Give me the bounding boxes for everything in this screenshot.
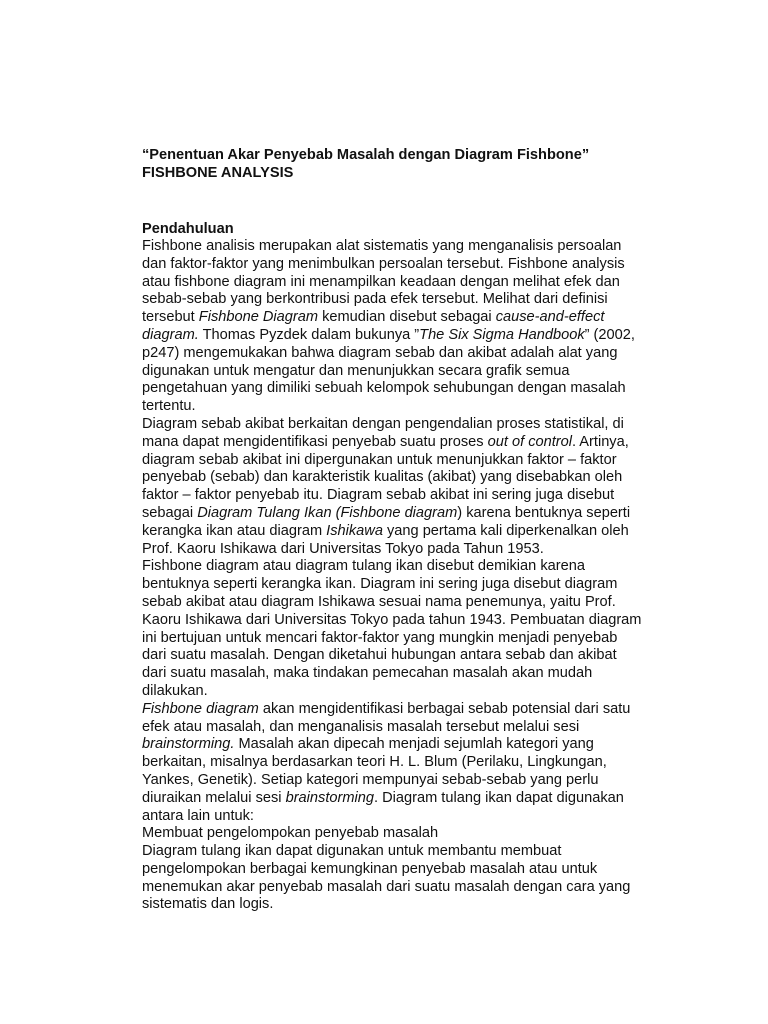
text-run: Masalah akan dipecah menjadi sejumlah kategori yang: [234, 736, 594, 753]
text-line: [142, 327, 662, 345]
paragraph: [142, 701, 662, 826]
italic-text: Ishikawa: [326, 522, 383, 539]
text-line: [142, 612, 662, 630]
text-run: diuraikan melalui sesi: [142, 789, 286, 806]
text-run: ) karena bentuknya seperti: [457, 504, 631, 521]
document-page: [142, 146, 662, 914]
text-run: penyebab (sebab) dan karakteristik kualitas (akibat) yang disebabkan oleh: [142, 469, 623, 486]
text-line: [142, 291, 662, 309]
text-run: kemudian disebut sebagai: [318, 309, 496, 326]
paragraph: [142, 843, 662, 914]
document-subtitle: FISHBONE ANALYSIS: [142, 165, 294, 181]
italic-text: out of control: [487, 433, 572, 450]
document-title: “Penentuan Akar Penyebab Masalah dengan Diagram Fishbone”: [142, 147, 590, 163]
text-run: sebagai: [142, 504, 198, 521]
italic-text: Fishbone diagram: [142, 700, 259, 717]
text-line: [142, 256, 662, 274]
text-run: mana dapat mengidentifikasi penyebab suatu proses: [142, 433, 488, 450]
text-line: [142, 309, 662, 327]
text-line: [142, 523, 662, 541]
text-run: . Artinya,: [572, 433, 629, 450]
text-line: [142, 345, 662, 363]
paragraph: [142, 825, 662, 843]
text-run: diagram sebab akibat ini dipergunakan untuk menunjukkan faktor – faktor: [142, 451, 617, 468]
text-run: p247) mengemukakan bahwa diagram sebab dan akibat adalah alat yang: [142, 344, 618, 361]
text-line: [142, 594, 662, 612]
text-run: atau fishbone diagram ini menampilkan keadaan dengan melihat efek dan: [142, 273, 620, 290]
text-line: [142, 363, 662, 381]
text-run: menemukan akar penyebab masalah dari suatu masalah dengan cara yang: [142, 878, 631, 895]
text-run: dari suatu masalah, maka tindakan pemecahan masalah akan mudah: [142, 665, 593, 682]
text-run: Fishbone diagram atau diagram tulang ikan disebut demikian karena: [142, 558, 585, 575]
text-line: [142, 505, 662, 523]
text-run: tertentu.: [142, 398, 196, 415]
text-run: kerangka ikan atau diagram: [142, 522, 327, 539]
text-line: [142, 719, 662, 737]
text-run: bentuknya seperti kerangka ikan. Diagram ini sering juga disebut diagram: [142, 576, 618, 593]
italic-text: cause-and-effect: [495, 309, 605, 326]
text-run: digunakan untuk mengatur dan menunjukkan secara grafik semua: [142, 362, 570, 379]
text-run: ini bertujuan untuk mencari faktor-faktor yang mungkin menjadi penyebab: [142, 629, 618, 646]
paragraph: [142, 238, 662, 416]
text-run: pengelompokan berbagai kemungkinan penyebab masalah atau untuk: [142, 860, 598, 877]
text-run: Yankes, Genetik). Setiap kategori mempunyai sebab-sebab yang perlu: [142, 771, 599, 788]
text-run: pengetahuan yang dimiliki sebuah kelompok sehubungan dengan masalah: [142, 380, 626, 397]
text-run: Diagram sebab akibat berkaitan dengan pengendalian proses statistikal, di: [142, 415, 624, 432]
text-run: . Diagram tulang ikan dapat digunakan: [374, 789, 624, 806]
document-body: [142, 238, 662, 914]
text-line: [142, 452, 662, 470]
text-run: Membuat pengelompokan penyebab masalah: [142, 825, 439, 842]
text-line: [142, 380, 662, 398]
text-line: [142, 434, 662, 452]
text-line: [142, 576, 662, 594]
text-line: [142, 398, 662, 416]
text-line: [142, 754, 662, 772]
text-run: Kaoru Ishikawa dari Universitas Tokyo pada tahun 1943. Pembuatan diagram: [142, 611, 642, 628]
text-run: dilakukan.: [142, 682, 208, 699]
text-line: [142, 772, 662, 790]
text-line: [142, 469, 662, 487]
text-line: [142, 879, 662, 897]
text-line: [142, 843, 662, 861]
italic-text: diagram.: [142, 326, 199, 343]
text-line: [142, 238, 662, 256]
text-line: [142, 630, 662, 648]
text-line: [142, 487, 662, 505]
text-line: [142, 736, 662, 754]
text-line: [142, 541, 662, 559]
section-heading: Pendahuluan: [142, 221, 234, 237]
text-run: sebab akibat atau diagram Ishikawa sesuai nama penemunya, yaitu Prof.: [142, 593, 616, 610]
italic-text: The Six Sigma Handbook: [419, 326, 585, 343]
text-run: Prof. Kaoru Ishikawa dari Universitas Tokyo pada Tahun 1953.: [142, 540, 544, 557]
text-line: [142, 665, 662, 683]
text-line: [142, 808, 662, 826]
text-run: ” (2002,: [584, 326, 635, 343]
text-run: akan mengidentifikasi berbagai sebab potensial dari satu: [258, 700, 631, 717]
text-line: [142, 861, 662, 879]
text-line: [142, 825, 662, 843]
text-run: tersebut: [142, 309, 199, 326]
text-run: antara lain untuk:: [142, 807, 254, 824]
italic-text: Diagram Tulang Ikan (Fishbone diagram: [197, 504, 458, 521]
text-run: dan faktor-faktor yang menimbulkan persoalan tersebut. Fishbone analysis: [142, 255, 625, 272]
text-run: Fishbone analisis merupakan alat sistematis yang menganalisis persoalan: [142, 238, 622, 254]
paragraph: [142, 558, 662, 700]
italic-text: brainstorming.: [142, 736, 235, 753]
text-line: [142, 701, 662, 719]
text-line: [142, 896, 662, 914]
text-run: sistematis dan logis.: [142, 896, 274, 913]
italic-text: brainstorming: [285, 789, 374, 806]
text-line: [142, 274, 662, 292]
text-run: berkaitan, misalnya berdasarkan teori H. L. Blum (Perilaku, Lingkungan,: [142, 754, 607, 771]
text-run: faktor – faktor penyebab itu. Diagram sebab akibat ini sering juga disebut: [142, 487, 615, 504]
text-line: [142, 790, 662, 808]
text-run: yang pertama kali diperkenalkan oleh: [382, 522, 629, 539]
text-line: [142, 647, 662, 665]
text-line: [142, 558, 662, 576]
text-run: Thomas Pyzdek dalam bukunya ”: [198, 326, 420, 343]
italic-text: Fishbone Diagram: [198, 309, 319, 326]
paragraph: [142, 416, 662, 558]
text-run: sebab-sebab yang berkontribusi pada efek tersebut. Melihat dari definisi: [142, 291, 608, 308]
text-run: Diagram tulang ikan dapat digunakan untuk membantu membuat: [142, 843, 562, 860]
text-line: [142, 683, 662, 701]
text-run: efek atau masalah, dan menganalisis masalah tersebut melalui sesi: [142, 718, 580, 735]
text-line: [142, 416, 662, 434]
text-run: dari suatu masalah. Dengan diketahui hubungan antara sebab dan akibat: [142, 647, 617, 664]
